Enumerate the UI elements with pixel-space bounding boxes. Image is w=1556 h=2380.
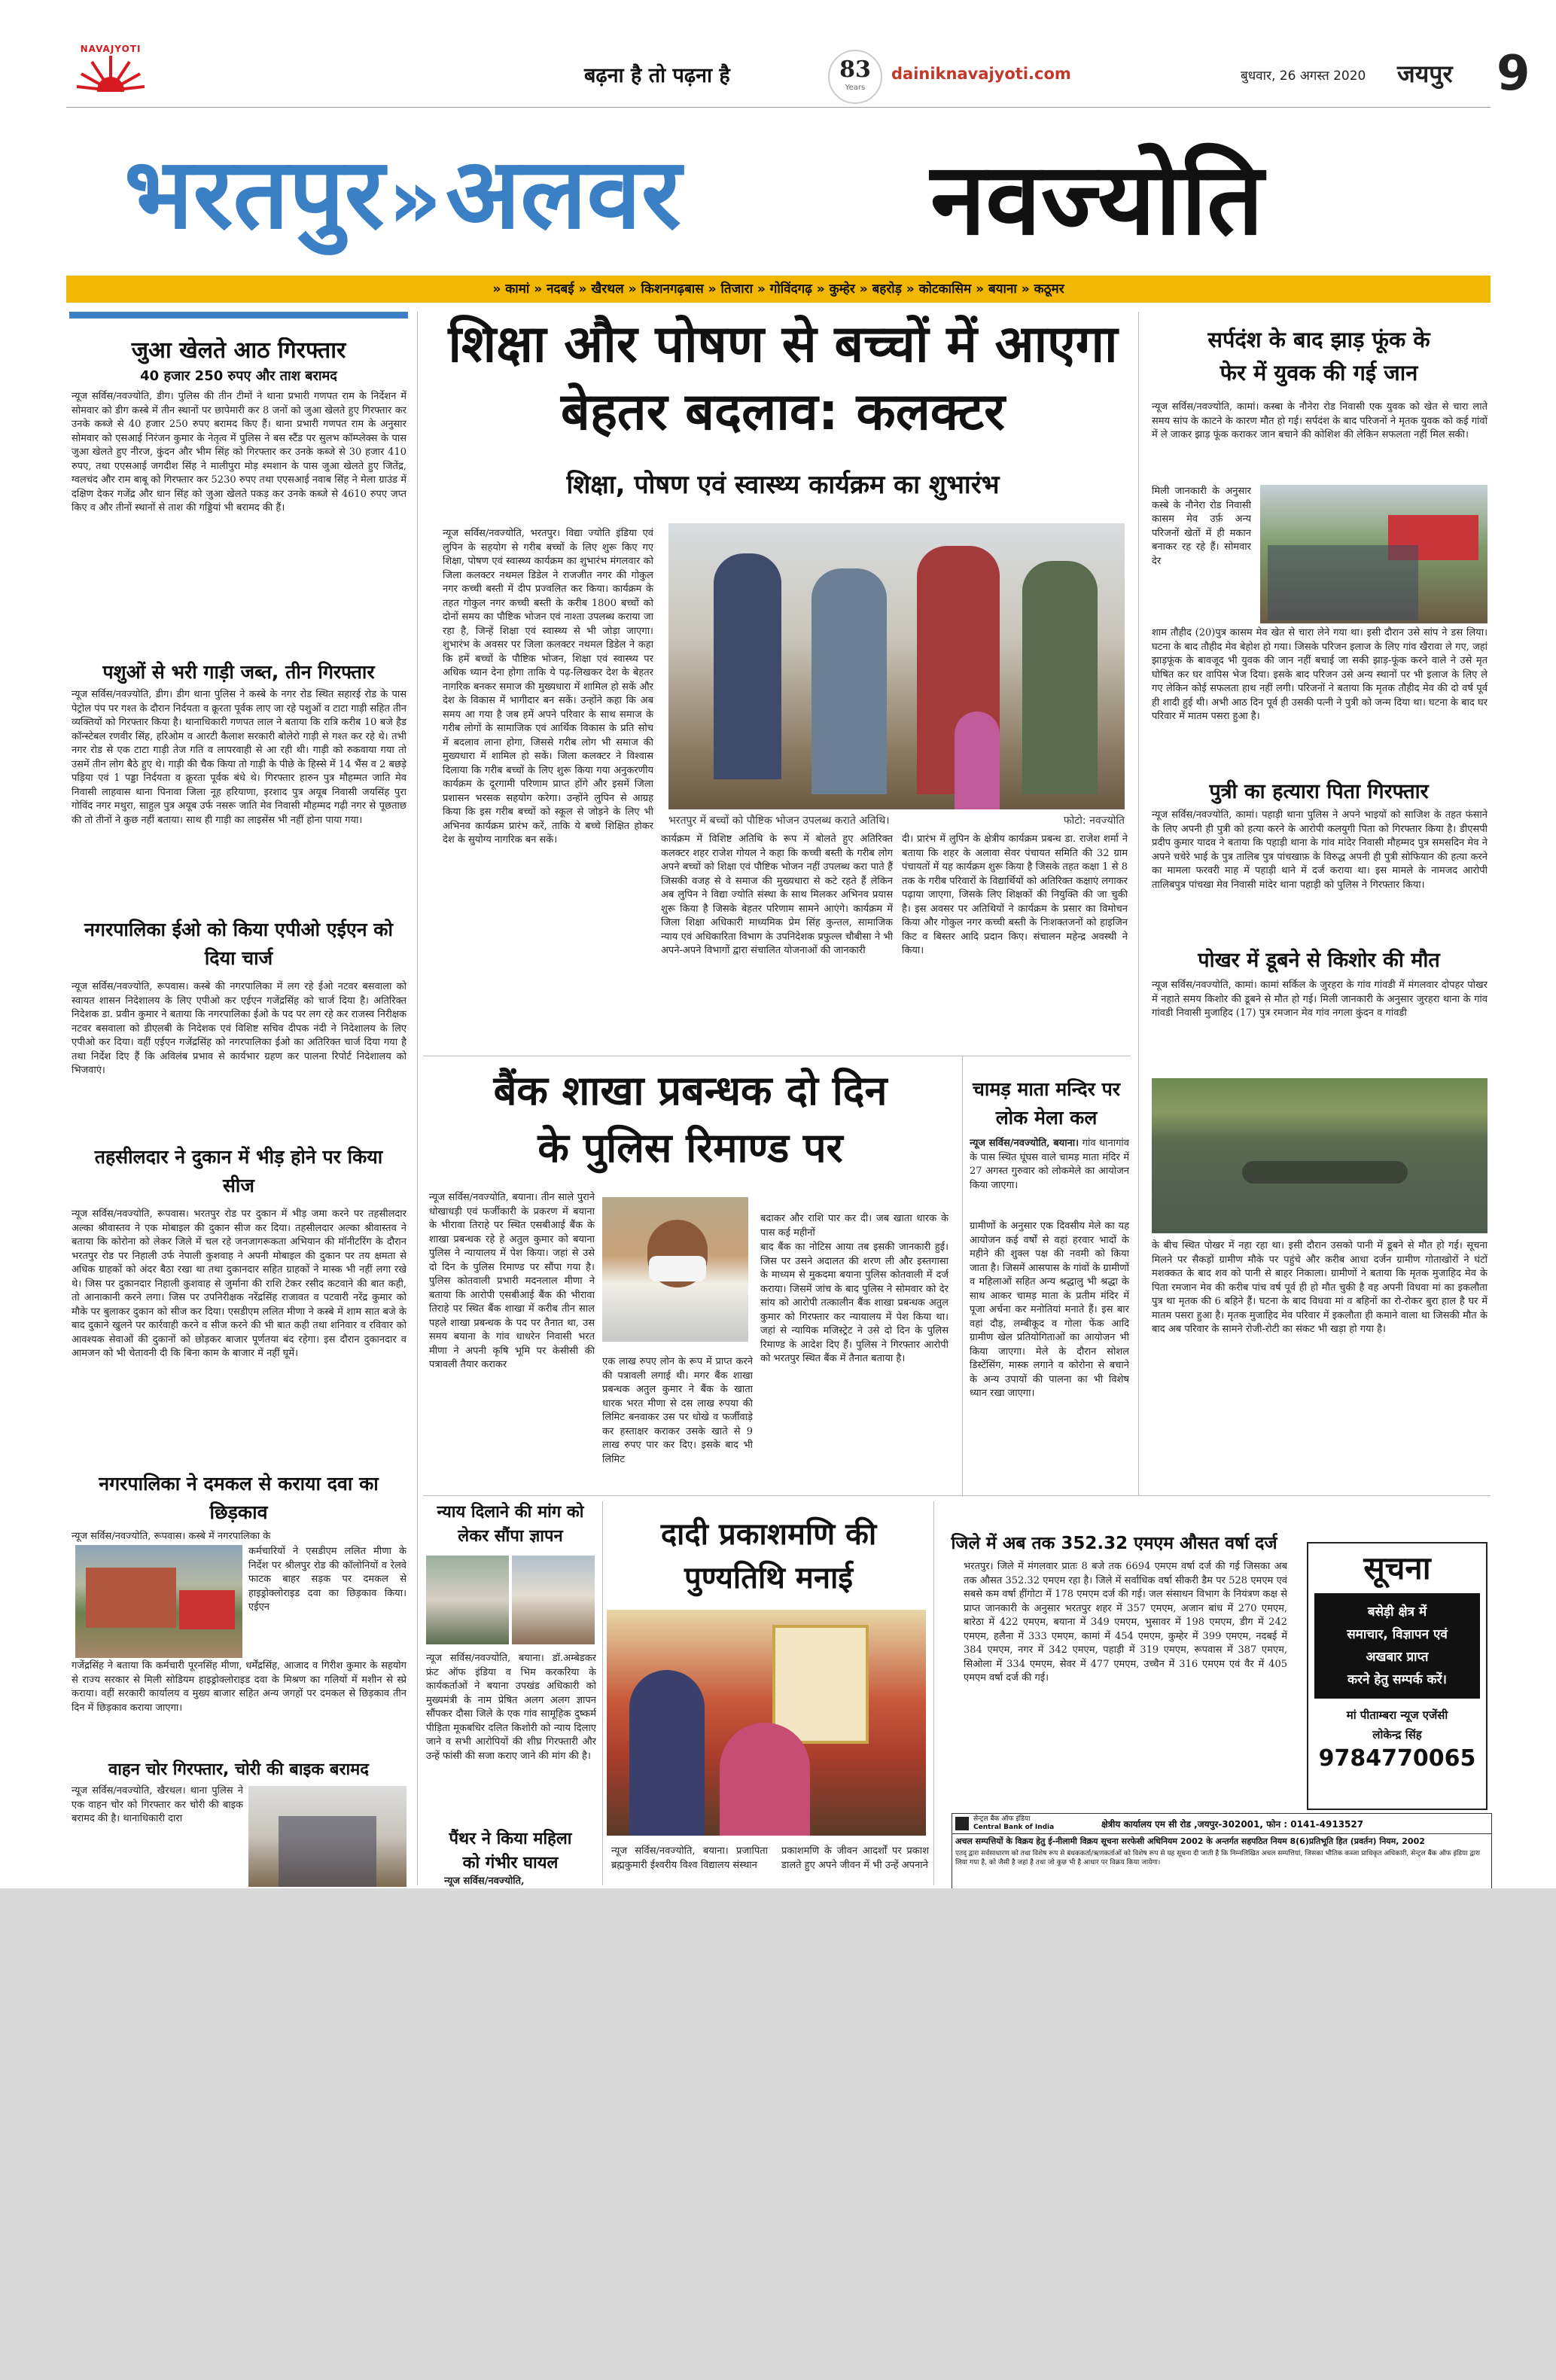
navajyoti-logo	[69, 45, 152, 105]
nyay-headline-line1: न्याय दिलाने की मांग को	[437, 1503, 584, 1522]
chamad-headline-line1: चामड़ माता मन्दिर पर	[972, 1078, 1120, 1100]
story-cattle-body: न्यूज सर्विस/नवज्योति, डीग। डीग थाना पुलिस ने कस्बे के नगर रोड स्थित सहारई रोड के पास पेट्रोल पंप पर गश्त के दौरान निर्दयता व क्रूरता पूर्वक लाए जा रहे पशुओं व टाटा गाड़ी सहित तीन व्यक्तियों को गिरफ्तार किया है। थानाधिकारी गणपत लाल ने बताया कि रात्रि करीब 10 बजे हैड कॉन्स्टेबल रणवीर सिंह, हरिओम व आरटी कैलाश सरकारी बोलेरो गाड़ी से गश्त कर रहे थे। तभी नगर रोड से एक टाटा गाड़ी तेज गति व लापरवाही से आ रही थी। गाड़ी को रुकवाया गया तो उसमें तीन लोग बैठे हुए थे। गाड़ी की चैक किया तो गाड़ी के पीछे के हिस्से में 14 भैंस व 2 बछड़े पड़िया एवं 1 पड्डा निर्दयता व क्रूरता पूर्वक बंधे थे। गिरफ्तार हारुन पुत्र मौहम्मत जाति मेव निवासी लाहवास थाना पिनावा जिला नूह हरियाणा, इरशाद पुत्र अयूब निवासी जयसिंह पुरा गोविंद नगर मथुरा, साहुल पुत्र अयूब उर्फ नसरू जाति मेव निवासी मौहम्मद गढ़ी नगर से पूछताछ की तो तीनों ने कुछ नहीं बताया। साथ ही गाड़ी का लाइसेंस भी नहीं होना पाया गया।	[72, 689, 407, 826]
story-bike-headline: वाहन चोर गिरफ्तार, चोरी की बाइक बरामद	[108, 1760, 369, 1779]
lower-rule	[423, 1495, 1491, 1496]
main-subhead: शिक्षा, पोषण एवं स्वास्थ्य कार्यक्रम का शुभारंभ	[566, 470, 1000, 500]
putri-body: न्यूज सर्विस/नवज्योति, कामां। पहाड़ी थाना पुलिस ने अपने भाइयों को साजिश के तहत फंसाने के लिए अपनी ही पुत्री को हत्या करने के आरोपी कलयुगी पिता को गिरफ्तार किया है। डीएसपी प्रदीप कुमार यादव ने बताया कि पहाड़ी थाना के गांव मांदेर निवासी मौहम्मद पुत्र समसदिन मेव ने अपने चचेरे भाई के पुत्र तालिब पुत्र पांचखाफ़ के विरुद्ध अपनी ही पुत्री सोफियान की हत्या करने का मामला फरवरी माह में पहाड़ी थाने में दर्ज कराया था। इस मामले के नामजद आरोपी तालिबपुत्र पांचखा मेव निवासी मांदेर थाना पहाड़ी को पुलिस ने गिरफ्तार किया।	[1152, 809, 1487, 891]
story-gambling-headline: जुआ खेलते आठ गिरफ्तार	[131, 337, 346, 364]
photo-truck	[179, 1590, 235, 1629]
photo-bank-manager	[602, 1197, 748, 1342]
bank-ad-body: एतद् द्वारा सर्वसाधारण को तथा विशेष रूप से बंधककर्ता/ऋणकर्ताओं को विशेष रूप से यह सूचना दी जाती है कि निम्नलिखित अचल सम्पत्तियां, जिसका भौतिक कब्जा प्राधिकृत अधिकारी, सेन्ट्रल बैंक ऑफ इंडिया द्वारा लिया गया है, को जैसी है जहां है तथा जो कुछ भी है आधार पर विक्रय किया जायेगा।	[955, 1850, 1480, 1867]
left-column-divider	[417, 312, 418, 1885]
main-col1: न्यूज सर्विस/नवज्योति, भरतपुर। विद्या ज्योति इंडिया एवं लुपिन के सहयोग से गरीब बच्चों के लिए शुरू किए गए शिक्षा, पोषण एवं स्वास्थ्य कार्यक्रम का शुभारंभ मंगलवार को जिला कलक्टर नथमल डिडेल ने राजजीत नगर की गोकुल नगर कच्ची बस्ती में दीप प्रज्वलित कर किया। कार्यक्रम के तहत गोकुल नगर कच्ची बस्ती के करीब 1800 बच्चों को दोनों समय का पौष्टिक भोजन एवं नाश्ता उपलब्ध कराया जा रहा है, जिन्हें शिक्षा एवं स्वास्थ्य से भी जोड़ा जाएगा। शुभारंभ के अवसर पर जिला कलक्टर नथमल डिडेल ने कहा कि हमें बच्चों के पौष्टिक भोजन, शिक्षा एवं स्वास्थ्य पर अधिक ध्यान देना होगा ताकि ये पढ़-लिखकर देश के बेहतर नागरिक बनकर समाज की मुख्यधारा में शामिल हो सकें और देश के विकास में भागीदार बन सकें। उन्होंने कहा कि अब समय आ गया है जब हमें अपने परिवार के साथ समाज के गरीब लोगों के सामाजिक एवं आर्थिक विकास के प्रति सोच में बदलाव लाना होगा, जिससे गरीब लोग भी समाज की मुख्यधारा में शामिल हो सकें। जिला कलक्टर ने विश्वास दिलाया कि गरीब बच्चों के लिए शुरू किया गया अनुकरणीय कार्यक्रम के दूरगामी परिणाम प्राप्त होंगे और इसमें जिला प्रशासन भरसक सहयोग करेगा। उन्होंने लुपिन से आग्रह किया कि इस गरीब बच्चों को स्कूल से जोड़ने के लिए भी अभिनव कार्यक्रम प्रारंभ करें, ताकि ये बच्चे शिक्षित होकर देश के सुयोग्य नागरिक बन सकें।	[443, 528, 653, 846]
photo-building	[86, 1568, 176, 1628]
bank-col2: बाद बैंक का नोटिस आया तब इसकी जानकारी हुई। जिस पर उसने अदालत की शरण ली और इस्तगासा के माध्यम से मुकदमा बयाना पुलिस कोतवाली में दर्ज कराया। जिसमें जांच के बाद पुलिस ने सोमवार को देर सांय को आरोपी तत्कालीन बैंक शाखा प्रबन्धक अतुल कुमार को गिरफ्तार कर न्यायालय में पेश किया था। जहां से न्यायिक मजिस्ट्रेट ने उसे दो दिन के पुलिस रिमाण्ड के आदेश दिए हैं। पुलिस ने गिरफ्तार आरोपी को भरतपुर स्थित बैंक में तैनात बताया है।	[760, 1242, 949, 1364]
page-number: 9	[1497, 46, 1530, 102]
notice-line1: बसेड़ी क्षेत्र में	[1367, 1604, 1427, 1620]
dadi-headline-line2: पुण्यतिथि मनाई	[684, 1561, 854, 1595]
notice-contact: लोकेन्द्र सिंह	[1372, 1728, 1422, 1742]
notice-line4: करने हेतु सम्पर्क करें।	[1347, 1672, 1447, 1687]
chamad-lead	[970, 1137, 1129, 1220]
story-gambling-subhead: 40 हजार 250 रुपए और ताश बरामद	[140, 368, 337, 384]
bank-ad-header	[952, 1814, 1491, 1834]
story-bike-body: न्यूज सर्विस/नवज्योति, खैरथल। थाना पुलिस ने एक वाहन चोर को गिरफ्तार कर चोरी की बाइक बरामद की है। थानाधिकारी दारा	[72, 1785, 243, 1824]
chamad-divider	[962, 1056, 963, 1497]
bank-name-english: Central Bank of India	[973, 1824, 1055, 1831]
dadi-col2: प्रकाशमणि के जीवन आदर्शों पर प्रकाश डालते हुए अपने जीवन में भी उन्हें अपनाने	[781, 1845, 929, 1871]
chamad-lead-source: न्यूज सर्विस/नवज्योति, बयाना।	[970, 1138, 1083, 1149]
photo-person-4	[1022, 561, 1098, 794]
chamad-body: ग्रामीणों के अनुसार एक दिवसीय मेले का यह आयोजन कई वर्षों से वहां हरवार भादों के महीने की शुक्ल पक्ष की नवमी को किया जाता है। जिसमें आसपास के गांवों के ग्रामीणों व महिलाओं सहित अन्य श्रद्धालु भी श्रद्धा के साथ आकर चामड़ माता के प्रतीम मंदिर में पूजा अर्चना कर मनोतियां मनाते हैं। इस बार वहां दौड़, लम्बीकूद व गोला फेंक आदि ग्रामीण खेल प्रतियोगिताओं का आयोजन भी किया जाएगा। मेले के दौरान सोशल डिस्टेंसिंग, मास्क लगाने व कोरोना से बचाने के अन्य उपायों की पालना का भी विशेष ध्यान रखा जाएगा।	[970, 1220, 1129, 1399]
notice-panel	[1314, 1593, 1480, 1699]
city-name: जयपुर	[1397, 59, 1453, 88]
main-headline-line2: बेहतर बदलाव: कलक्टर	[561, 382, 1005, 442]
brand-navjyoti: नवज्योति	[930, 142, 1264, 258]
nyay-headline-line2: लेकर सौंपा ज्ञापन	[458, 1527, 563, 1546]
pokhar-headline: पोखर में डूबने से किशोर की मौत	[1198, 949, 1440, 972]
story-tehsildar-body: न्यूज सर्विस/नवज्योति, रूपवास। भरतपुर रोड पर दुकान में भीड़ जमा करने पर तहसीलदार अल्का श्रीवास्तव ने एक मोबाइल की दुकान सीज कर दिया। तहसीलदार अल्का श्रीवास्तव ने बताया कि कोरोना को लेकर जिले में चल रहे जनजागरूकता अभियान की मॉनीटरिंग के दौरान भरतपुर रोड पर निहाली उर्फ नेपाली कुशवाह ने अपनी मोबाइल की दुकान पर तय क्षमता से अधिक ग्राहकों को अंदर बैठा रखा था तथा दुकानदार सहित ग्राहकों ने मास्क भी नहीं लगा रखे थे। जिस पर दुकानदार निहाली कुशवाह से जुर्माना की राशि टेकर रसीद कटवाने की बात कही, तो आनाकानी करने लगा। जिस पर उपनिरीक्षक नरेंद्रसिंह राजावत व पटवारी नरेंद्र कुमार को मौके पर बुलाकर दुकान को सीज कर दिया। एसडीएम ललित मीणा ने कस्बे में शाम सात बजे के बाद दुकाने खुलने पर कार्रवाही करने व सीज करने की भी बात कही तथा शनिवार व रविवार को आवश्यक सेवाओं की दुकानों को छोड़कर बाजार पूर्णतया बंद रहेगा। इस दौरान दुकानदार व आमजन को भी चेतावनी दी कि बिना काम के बाजार में नहीं घूमें।	[72, 1208, 407, 1359]
anniversary-badge	[828, 50, 882, 104]
tagline: बढ़ना है तो पढ़ना है	[584, 64, 730, 87]
nyay-body: न्यूज सर्विस/नवज्योति, बयाना। डॉ.अम्बेडकर फ्रंट ऑफ इंडिया व भिम करकरिया के कार्यकर्ताओं ने बयाना उपखंड अधिकारी को मुख्यमंत्री के नाम प्रेषित अलग अलग ज्ञापन सौंपकर दौसा जिले के एक गांव सामूहिक दुष्कर्म पीड़िता मूकबधिर दलित किशोरी को न्याय दिलाए जाने व सभी आरोपियों की शीघ्र गिरफ्तारी और उन्हें फांसी की सजा कराए जाने की मांग की है।	[426, 1653, 596, 1762]
photo-swimmers	[1242, 1161, 1408, 1184]
photo-memorandum	[426, 1556, 509, 1644]
photo-man	[629, 1670, 705, 1836]
story-cattle-headline: पशुओं से भरी गाड़ी जब्त, तीन गिरफ्तार	[102, 661, 375, 683]
dadi-headline-line1: दादी प्रकाशमणि की	[660, 1517, 877, 1552]
sarp-headline-line1: सर्पदंश के बाद झाड़ फूंक के	[1207, 327, 1430, 352]
photo-punyatithi	[607, 1610, 926, 1836]
rain-headline: जिले में अब तक 352.32 एमएम औसत वर्षा दर्ज	[951, 1534, 1277, 1553]
main-col3: दी। प्रारंभ में लुपिन के क्षेत्रीय कार्यक्रम प्रबन्ध डा. राजेश शर्मा ने बताया कि शहर के अलावा सेवर पंचायत समिति की 32 ग्राम पंचायतों में यह कार्यक्रम शुरू किया है जिसके तहत कक्षा 1 से 8 तक के गरीब परिवारों के विद्यार्थियों को अतिरिक्त कक्षाएं लगाकर पढ़ाया जाएगा, जिसके लिए शिक्षकों की नियुक्ति की जा चुकी है। इस अवसर पर अतिथियों ने कार्यक्रम के प्रसार का विमोचन किया और गोकुल नगर कच्ची बस्ती के निःशक्तजनों को हाइजिन किट व बिस्तर आदि प्रदान किए। संचालन महेन्द्र अवस्थी ने किया।	[902, 833, 1128, 956]
photo-memorandum-2	[512, 1556, 595, 1644]
bank-headline-line1: बैंक शाखा प्रबन्धक दो दिन	[493, 1067, 888, 1114]
putri-headline: पुत्री का हत्यारा पिता गिरफ्तार	[1209, 780, 1429, 803]
photo-police-station	[248, 1786, 407, 1887]
bank-below-photo: एक लाख रुपए लोन के रूप में प्राप्त करने की पत्रावली लगाई थी। मगर बैंक शाखा प्रबन्धक अतुल कुमार ने बैंक के खाता धारक भरत मीणा से दस लाख रुपया की लिमिट बनवाकर उस पर धोखे व फर्जीवाड़े कर हस्ताक्षर कराकर उसके खाते से 9 लाख रुपए पार कर दिए। इसके बाद भी लिमिट	[602, 1356, 753, 1465]
chamad-lead-text: गांव थानागांव के पास स्थित घूंघस वाले चामड़ माता मंदिर में 27 अगस्त गुरुवार को लोकमेले का आयोजन किया जाएगा।	[970, 1138, 1129, 1191]
photo-mask	[649, 1256, 706, 1281]
photo-person-1	[714, 553, 781, 779]
bank-headline-line2: के पुलिस रिमाण्ड पर	[537, 1124, 843, 1172]
chamad-headline-line2: लोक मेला कल	[995, 1107, 1098, 1129]
sarp-body-rest: शाम तौहीद (20)पुत्र कासम मेव खेत से चारा लेने गया था। इसी दौरान उसे सांप ने डस लिया। घटना के बाद तौहीद मेव बेहोश हो गया। जिसके परिजन इलाज के लिए गांव खैरावा ले गए, जहां झाड़फूंक के बावजूद भी युवक की जान नहीं बचाई जा सकी झाड़-फूंक करने वाले ने उसे मृत घोषित कर घर वापिस भेज दिया। इसके बाद परिजन उसे अन्य स्थानों पर भी इलाज के लिए ले गए लेकिन कोई सफलता हाथ नहीं लगी। परिजनों ने बताया कि मृतक तौहीद मेव की दो वर्ष पूर्व ही शादी हुई थी। अभी आठ दिन पूर्व ही उसकी पत्नी ने पुत्री को जन्म दिया था। घटना के बाद घर परिवार में मातम पसरा हुआ है।	[1152, 627, 1487, 722]
notice-title: सूचना	[1363, 1550, 1431, 1586]
bank-name-hindi: सेन्ट्रल बैंक ऑफ इंडिया	[973, 1815, 1031, 1823]
notice-box	[1307, 1542, 1487, 1810]
story-gambling-body: न्यूज सर्विस/नवज्योति, डीग। पुलिस की तीन टीमों ने थाना प्रभारी गणपत राम के निर्देशन में सोमवार को डीग कस्बे में तीन स्थानों पर छापेमारी कर 8 जनों को जुआ खेलते हुए गिरफ्तार कर उनके कब्जे से 40 हजार 250 रुपए बरामद किए हैं। थाना प्रभारी गणपत राम के अनुसार सोमवार को एसआई निरंजन कुमार के नेतृत्व में पुलिस ने बस स्टैंड पर सुलभ कॉम्प्लेक्स के पास जुआ खेलते हुए नीरज, कुंदन और भीम सिंह को गिरफ्तार कर उनके कब्जे से 30 हजार 410 रुपए, तथा एएसआई जगदीश सिंह ने मालीपुरा मोड़ श्मशान के पास जुआ खेलते हुए जितेंद्र, ग्वलचंद और राम बाबू को गिरफ्तार कर 5230 रुपए तथा एएसआई नवाब सिंह ने मेला ग्राउंड में दक्षिण देकर गजेंद्र और धान सिंह को जुआ खेलते पकड़ कर उनके कब्जे से 4610 रुपए जप्त किए व और तीनों स्थानों से ताश की गड्डियां भी बरामद की हैं।	[72, 391, 407, 513]
main-headline-line1: शिक्षा और पोषण से बच्चों में आएगा	[448, 315, 1118, 374]
bank-col1: न्यूज सर्विस/नवज्योति, बयाना। तीन साले पुराने धोखाधड़ी एवं फर्जीकारी के प्रकरण में बयाना के भीरावा तिराहे पर स्थित एसबीआई बैंक के शाखा प्रबन्धक रहे हे अतुल कुमार को बयाना पुलिस ने न्यायालय में पेश किया। जहां से उसे दो दिन के पुलिस रिमाण्ड पर सौंपा गया है। पुलिस कोतवाली प्रभारी मदनलाल मीणा ने बताया कि आरोपी एसबीआई बैंक की भीरावा तिराहे पर स्थित बैंक शाखा में करीब तीन साल पहले शाखा प्रबन्धक के पद पर तैनात था, उस समय बयाना के गांव धाधरेन निवासी भरत मीणा ने अपनी कृषि भूमि पर केसीसी की पत्रावली तैयार कराकर	[429, 1192, 595, 1370]
story-dwa-headline: नगरपालिका ने दमकल से कराया दवा का छिड़काव	[99, 1473, 379, 1523]
story-dwa-lead: न्यूज सर्विस/नवज्योति, रूपवास। कस्बे में नगरपालिका के	[72, 1531, 271, 1542]
bank-logo-icon	[955, 1817, 969, 1830]
photo-people	[279, 1816, 376, 1887]
sarp-body-wrap: मिली जानकारी के अनुसार कस्बे के नौनेरा रोड निवासी कासम मेव उर्फ़ अन्य परिजनों खेतों में ही मकान बनाकर रह रहे हैं। सोमवार देर	[1152, 486, 1251, 567]
sarp-body-top: न्यूज सर्विस/नवज्योति, कामां। कस्बा के नौनेरा रोड निवासी एक युवक को खेत से चारा लाते समय सांप के काटने के कारण मौत हो गई। सर्पदंश के बाद परिजनों ने मृतक युवक को कई गांवों में ले जाकर झाड़ फूंक कराकर जान बचाने की कोशिश की लेकिन सफलता नहीं मिल सकी।	[1152, 401, 1487, 440]
story-tehsildar-headline: तहसीलदार ने दुकान में भीड़ होने पर किया सीज	[94, 1146, 383, 1196]
dadi-divider	[602, 1501, 603, 1885]
photo-caption: भरतपुर में बच्चों को पौष्टिक भोजन उपलब्ध कराते अतिथि।	[668, 815, 890, 827]
masthead	[66, 44, 1530, 108]
anniversary-label: Years	[845, 84, 866, 92]
notice-line2: समाचार, विज्ञापन एवं	[1347, 1627, 1448, 1642]
pokhar-body-rest: के बीच स्थित पोखर में नहा रहा था। इसी दौरान उसको पानी में डूबने से मौत हो गई। सूचना मिलने पर सैकड़ों ग्रामीण मौके पर पहुंचे और करीब आधा दर्जन ग्रामीण गोताखोरों ने घंटों मशक्कत के बाद शव को पानी से बाहर निकाला। ग्रामीणों ने बताया कि मृतक मुजाहिद मेव के पिता रमजान मेव की करीब पांच वर्ष पूर्व ही हो मौत चुकी है वह अपनी विधवा मां का इकलौता पुत्र था मृतक की 6 बहिने हैं। घटना के बाद विधवा मां व बहिनों का रो-रोकर बुरा हाल है घर में मातम पसरा हुआ है। मृतक मुजाहिद मेव परिवार में इकलौता ही कमाने वाला था जिसकी मौत के बाद अब परिवार के सामने रोजी-रोटी का संकट भी खड़ा हो गया है।	[1152, 1240, 1487, 1335]
photo-credit: फोटो: नवज्योति	[1063, 815, 1125, 827]
photo-children-meal	[668, 523, 1125, 809]
right-column-divider	[1138, 312, 1139, 1495]
notice-agency: मां पीताम्बरा न्यूज एजेंसी	[1346, 1708, 1448, 1722]
notice-line3: अखबार प्राप्त	[1366, 1650, 1429, 1665]
issue-date: बुधवार, 26 अगस्त 2020	[1241, 69, 1366, 84]
story-eo-headline: नगरपालिका ईओ को किया एपीओ एईएन को दिया चार्ज	[84, 919, 393, 969]
main-col2: कार्यक्रम में विशिष्ट अतिथि के रूप में बोलते हुए अतिरिक्त कलक्टर शहर राजेश गोयल ने कहा कि कच्ची बस्ती के गरीब लोग अपने बच्चों को शिक्षा एवं पौष्टिक भोजन नहीं उपलब्ध करा पाते हैं जिसकी वजह से वे समाज की मुख्यधारा से कटे रहते हैं लेकिन अब लुपिन ने विद्या ज्योति संस्था के साथ मिलकर अभिनव प्रयास शुरू किया है जिसके बेहतर परिणाम सामने आएंगे। कार्यक्रम में जिला शिक्षा अधिकारी माध्यमिक प्रेम सिंह कुन्तल, सामाजिक न्याय एवं अधिकारिता विभाग के उपनिदेशक प्रफुल्ल चौबीसा ने भी अपने-अपने विभागों द्वारा संचालित योजनाओं की जानकारी	[661, 833, 893, 956]
story-dwa-rest: गजेंद्रसिंह ने बताया कि कर्मचारी पूरनसिंह मीणा, धर्मेंद्रसिंह, आजाद व गिरीश कुमार के सहयोग से राज्य सरकार से मिली सोडियम हाइड्रोक्लोराइड दवा के मिश्रण का गलियों में मशीन से स्प्रे कराया। वहीं सरकारी कार्यालय व मुख्य बाजार सहित अन्य जगहों पर दमकल से छिड़काव तीन दिन में छिड़काव कराया जाएगा।	[72, 1660, 407, 1714]
title-alwar: अलवर	[445, 136, 681, 251]
photo-person-2	[811, 568, 887, 794]
photo-fire-truck	[75, 1545, 242, 1658]
bank-ad-heading: अचल सम्पत्तियों के विक्रय हेतु ई-नीलामी विक्रय सूचना सरफेसी अधिनियम 2002 के अन्तर्गत सहपठित नियम 8(6)प्रतिभूति हित (प्रवर्तन) नियम, 2002	[955, 1836, 1425, 1846]
anniversary-number: 83	[839, 56, 871, 83]
photo-pond	[1152, 1078, 1487, 1233]
rain-body: भरतपुर। जिले में मंगलवार प्रातः 8 बजे तक 6694 एमएम वर्षा दर्ज की गई जिसका अब तक औसत 352.32 एमएम रहा है। जिले में सर्वाधिक वर्षा सीकरी डैम पर 528 एमएम एवं सबसे कम वर्षा हींगोटा में 178 एमएम दर्ज की गई। जल संसाधन विभाग के नियंत्रण कक्ष से प्राप्त जानकारी के अनुसार भरतपुर शहर में 357 एमएम, अजान बांध में 270 एमएम, बारेठा में 422 एमएम, बयाना में 349 एमएम, भुसावर में 198 एमएम, डीग में 242 एमएम, हलैना में 333 एमएम, कामां में 454 एमएम, कुम्हेर में 399 एमएम, नदबई में 384 एमएम, नगर में 342 एमएम, पहाड़ी में 319 एमएम, रूपवास में 387 एमएम, सिओला में 334 एमएम, सेवर में 477 एमएम, उच्चैन में 316 एमएम एवं वैर में 405 एमएम वर्षा दर्ज की गई।	[964, 1561, 1287, 1684]
title-bharatpur: भरतपुर	[124, 136, 385, 251]
rain-divider	[933, 1501, 934, 1885]
photo-crowd	[1268, 545, 1418, 620]
bank-col2-top: बदाकर और राशि पार कर दी। जब खाता धारक के पास कई महीनों	[760, 1213, 949, 1239]
story-eo-body: न्यूज सर्विस/नवज्योति, रूपवास। कस्बे की नगरपालिका में लग रहे ईओ नटवर बसवाला को स्वायत शासन निदेशालय के लिए एपीओ कर एईएन गजेंद्रसिंह को चार्ज दिया है। अतिरिक्त निदेशक डा. प्रवीन कुमार ने बताया कि नगरपालिका ईओ के पद पर लग रहे कर राजस्व निरीक्षक नटवर बसवाला को डीएलबी के निदेशक एवं विशिष्ट सचिव दीपक नंदी ने निदेशालय के लिए एपीओ कर दिया। वहीं एईएन गजेंद्रसिंह को नगरपालिका ईओ का अतिरिक्त चार्ज दिया गया है तथा निर्देश दिए हैं कि अविलंब प्रभाव से कार्यभार ग्रहण कर पालना रिपोर्ट निदेशालय को भिजवाएं।	[72, 981, 407, 1076]
painthar-headline-line1: पैंथर ने किया महिला	[449, 1830, 572, 1848]
sarp-headline-line2: फेर में युवक की गई जान	[1220, 360, 1418, 385]
photo-woman	[720, 1723, 810, 1836]
painthar-headline-line2: को गंभीर घायल	[462, 1854, 559, 1873]
left-column-accent	[69, 312, 408, 318]
dadi-col1: न्यूज सर्विस/नवज्योति, बयाना। प्रजापिता ब्रह्मकुमारी ईश्वरीय विश्व विद्यालय संस्थान	[611, 1845, 768, 1871]
towns-strip: » कामां » नदबई » खैरथल » किशनगढ़बास » तिजारा » गोविंदगढ़ » कुम्हेर » बहरोड़ » कोटकासिम » बयाना » कठूमर	[66, 276, 1491, 303]
photo-child	[955, 712, 1000, 809]
story-dwa-wrap: कर्मचारियों ने एसडीएम ललित मीणा के निर्देश पर श्रीलपुर रोड की कॉलोनियों व रेलवे फाटक बाहर सड़क पर दमकल से हाइड्रोक्लोराइड दवा का छिड़काव किया। एईएन	[248, 1546, 407, 1613]
edition-title	[124, 122, 681, 273]
title-separator: »	[388, 151, 442, 247]
website-link[interactable]: dainiknavajyoti.com	[891, 65, 1071, 83]
logo-text: NAVAJYOTI	[80, 44, 142, 54]
notice-phone: 9784770065	[1318, 1745, 1476, 1772]
bank-ad	[952, 1813, 1492, 1888]
bank-ad-address: क्षेत्रीय कार्यालय एम सी रोड ,जयपुर-302001, फोन : 0141-4913527	[1101, 1818, 1364, 1830]
photo-portrait-frame	[772, 1625, 869, 1744]
painthar-lead: न्यूज सर्विस/नवज्योति,	[444, 1876, 525, 1887]
photo-crowd-tractor	[1260, 485, 1487, 623]
pokhar-body-top: न्यूज सर्विस/नवज्योति, कामां। कामां सर्किल के जुरहरा के गांव गांवडी में मंगलवार दोपहर पोखर में नहाते समय किशोर की डूबने से मौत हो गई। मिली जानकारी के अनुसार जुरहरा थाना के गांव गांवडी निवासी मुजाहिद (17) पुत्र रमजान मेव गांव नगला कुंदन व गांवडी	[1152, 980, 1487, 1019]
